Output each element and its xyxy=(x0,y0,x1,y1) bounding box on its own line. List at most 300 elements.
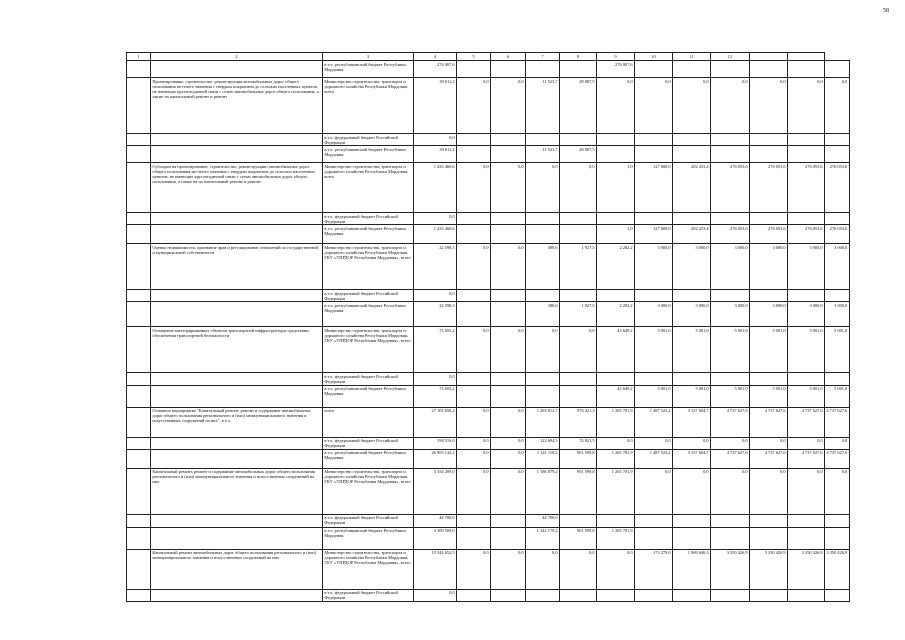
value-cell: 4 737 627,6 xyxy=(788,449,825,468)
value-cell: 3 000,0 xyxy=(673,302,711,327)
value-cell: 0,0 xyxy=(788,437,825,449)
table-row xyxy=(127,385,850,407)
value-cell xyxy=(825,146,850,163)
value-cell: 1 433 460,6 xyxy=(414,225,457,244)
value-cell xyxy=(750,373,788,385)
value-cell xyxy=(788,373,825,385)
value-cell: 276 053,6 xyxy=(711,163,750,213)
value-cell xyxy=(457,373,491,385)
value-cell: 3 000,0 xyxy=(750,302,788,327)
value-cell: 276 053,6 xyxy=(750,225,788,244)
value-cell: 1 265 781,9 xyxy=(597,527,635,549)
value-cell: 276 053,6 xyxy=(825,163,850,213)
column-header: 5 xyxy=(457,53,491,61)
value-cell xyxy=(526,134,560,146)
value-cell: 1 186 879,2 xyxy=(526,468,560,514)
value-cell: 4 737 627,6 xyxy=(788,407,825,437)
index-cell xyxy=(127,244,151,290)
executor-cell: в т.ч. республиканский бюджет Республики Мордовия xyxy=(323,385,414,407)
value-cell: 0,0 xyxy=(597,437,635,449)
executor-cell: в т.ч. республиканский бюджет Республики Мордовия xyxy=(323,146,414,163)
table-row xyxy=(127,163,850,213)
table-row xyxy=(127,61,850,78)
executor-cell: в т.ч. республиканский бюджет Республики Мордовия xyxy=(323,449,414,468)
value-cell xyxy=(491,385,526,407)
measure-name-cell: Оценка недвижимости, признание прав и регулирование отношений по государственной и муниципальной собственности xyxy=(151,244,323,290)
value-cell: 3 354 209,0 xyxy=(414,468,457,514)
value-cell xyxy=(673,61,711,78)
column-header: 2 xyxy=(151,53,323,61)
value-cell: 39 611,2 xyxy=(414,78,457,134)
value-cell: 0,0 xyxy=(491,163,526,213)
value-cell xyxy=(457,213,491,225)
measure-name-cell: Капитальный ремонт автомобильных дорог общего пользования регионального и (или) межмуниципального значения и искусственных сооружений на них xyxy=(151,549,323,589)
column-header: 11 xyxy=(673,53,711,61)
value-cell xyxy=(526,385,560,407)
value-cell: 5 001,0 xyxy=(673,327,711,373)
value-cell: 0,0 xyxy=(414,589,457,601)
value-cell xyxy=(491,373,526,385)
value-cell xyxy=(673,134,711,146)
value-cell: 276 053,6 xyxy=(788,163,825,213)
value-cell xyxy=(457,290,491,302)
value-cell xyxy=(750,61,788,78)
value-cell xyxy=(825,589,850,601)
value-cell xyxy=(635,213,673,225)
value-cell: 11 523,7 xyxy=(526,146,560,163)
value-cell xyxy=(491,290,526,302)
value-cell: 0,0 xyxy=(635,78,673,134)
value-cell: 3 350 426,9 xyxy=(711,549,750,589)
value-cell: 0,0 xyxy=(711,78,750,134)
value-cell: 43 649,2 xyxy=(597,327,635,373)
value-cell: 0,0 xyxy=(491,449,526,468)
value-cell xyxy=(673,514,711,527)
value-cell: 127 000,0 xyxy=(635,225,673,244)
value-cell: 0,0 xyxy=(825,78,850,134)
value-cell: 5 001,0 xyxy=(788,327,825,373)
value-cell: 0,0 xyxy=(750,437,788,449)
column-header: 3 xyxy=(323,53,414,61)
value-cell: 3 000,0 xyxy=(711,244,750,290)
value-cell: 1 265 781,9 xyxy=(597,468,635,514)
value-cell xyxy=(711,213,750,225)
measure-name-cell xyxy=(151,134,323,146)
value-cell xyxy=(750,134,788,146)
value-cell: 3 350 426,9 xyxy=(825,549,850,589)
value-cell: 0,0 xyxy=(825,437,850,449)
value-cell: 11 523,7 xyxy=(526,78,560,134)
measure-name-cell: Проектирование, строительство, реконструкция автомобильных дорог общего пользования местного значения с твердым покрытием до сельских населенных пунктов, не имеющих круглогодичной связи с сетью автомобильных дорог общего пользования, а также их капитальный ремонт и ремонт xyxy=(151,78,323,134)
value-cell: 0,0 xyxy=(560,327,597,373)
executor-cell: в т.ч. республиканский бюджет Республики Мордовия xyxy=(323,225,414,244)
value-cell: 0,0 xyxy=(414,373,457,385)
value-cell xyxy=(457,134,491,146)
value-cell xyxy=(750,527,788,549)
index-cell xyxy=(127,407,151,437)
index-cell xyxy=(127,134,151,146)
value-cell xyxy=(457,527,491,549)
column-header: 7 xyxy=(526,53,560,61)
value-cell: 27 103 658,2 xyxy=(414,407,457,437)
value-cell: 4 737 627,6 xyxy=(825,407,850,437)
index-cell xyxy=(127,302,151,327)
value-cell xyxy=(597,146,635,163)
value-cell: 0,0 xyxy=(414,290,457,302)
index-cell xyxy=(127,589,151,601)
value-cell: 0,0 xyxy=(673,437,711,449)
value-cell: 26 905 142,2 xyxy=(414,449,457,468)
table-row xyxy=(127,225,850,244)
value-cell xyxy=(788,290,825,302)
executor-cell: Министерство строительства, транспорта и дорожного хозяйства Республики Мордовия, всего xyxy=(323,163,414,213)
executor-cell: всего xyxy=(323,407,414,437)
value-cell xyxy=(491,514,526,527)
index-cell xyxy=(127,290,151,302)
value-cell: 1,0 xyxy=(597,163,635,213)
value-cell: 0,0 xyxy=(788,468,825,514)
value-cell: 5 001,0 xyxy=(635,327,673,373)
value-cell xyxy=(597,589,635,601)
value-cell: 73 655,2 xyxy=(414,327,457,373)
value-cell: 0,0 xyxy=(526,549,560,589)
index-cell xyxy=(127,385,151,407)
value-cell: 202 253,4 xyxy=(673,163,711,213)
measure-name-cell: Основное мероприятие "Капитальный ремонт, ремонт и содержание автомобильных дорог общего пользования регионального и (или) межмуниципального значения и искусственных сооружений на них", в т.ч. xyxy=(151,407,323,437)
value-cell: 0,0 xyxy=(457,549,491,589)
value-cell xyxy=(711,527,750,549)
value-cell: 0,0 xyxy=(825,468,850,514)
value-cell xyxy=(491,213,526,225)
value-cell xyxy=(825,213,850,225)
value-cell: 28 087,5 xyxy=(560,78,597,134)
value-cell xyxy=(560,373,597,385)
value-cell: 4 737 627,6 xyxy=(825,449,850,468)
value-cell: 0,0 xyxy=(457,327,491,373)
value-cell: 0,0 xyxy=(414,134,457,146)
value-cell: 0,0 xyxy=(750,468,788,514)
value-cell: 173 279,0 xyxy=(635,549,673,589)
value-cell: 0,0 xyxy=(491,407,526,437)
value-cell: 0,0 xyxy=(414,213,457,225)
value-cell: 0,0 xyxy=(491,78,526,134)
value-cell: 4 737 627,6 xyxy=(711,449,750,468)
measure-name-cell xyxy=(151,373,323,385)
value-cell xyxy=(526,61,560,78)
value-cell xyxy=(491,146,526,163)
table-row xyxy=(127,134,850,146)
value-cell: 901 599,8 xyxy=(560,527,597,549)
value-cell: 5 001,0 xyxy=(825,327,850,373)
value-cell xyxy=(560,589,597,601)
value-cell xyxy=(711,146,750,163)
value-cell: 388,6 xyxy=(526,244,560,290)
value-cell xyxy=(560,225,597,244)
value-cell: 976 421,3 xyxy=(560,407,597,437)
value-cell xyxy=(711,373,750,385)
value-cell: 22 598,3 xyxy=(414,302,457,327)
value-cell: 3 137 604,7 xyxy=(673,449,711,468)
index-cell xyxy=(127,213,151,225)
value-cell: 0,0 xyxy=(711,437,750,449)
column-header: 9 xyxy=(597,53,635,61)
value-cell: 0,0 xyxy=(526,163,560,213)
value-cell xyxy=(825,290,850,302)
value-cell xyxy=(457,146,491,163)
index-cell xyxy=(127,163,151,213)
value-cell xyxy=(711,134,750,146)
value-cell: 0,0 xyxy=(635,437,673,449)
value-cell xyxy=(635,290,673,302)
value-cell: 901 599,8 xyxy=(560,449,597,468)
value-cell: 0,0 xyxy=(457,163,491,213)
value-cell xyxy=(526,373,560,385)
value-cell xyxy=(457,302,491,327)
executor-cell: Министерство строительства, транспорта и дорожного хозяйства Республики Мордовия, ГКУ «УПРДОР Республики Мордовия», всего xyxy=(323,244,414,290)
value-cell: 2 282,2 xyxy=(597,302,635,327)
value-cell xyxy=(825,61,850,78)
value-cell: 0,0 xyxy=(560,163,597,213)
value-cell: 0,0 xyxy=(491,437,526,449)
value-cell: 276 907,6 xyxy=(597,61,635,78)
value-cell: 276 907,6 xyxy=(414,61,457,78)
column-header xyxy=(750,53,788,61)
index-cell xyxy=(127,373,151,385)
value-cell xyxy=(526,290,560,302)
table-row xyxy=(127,327,850,373)
value-cell: 0,0 xyxy=(457,78,491,134)
value-cell xyxy=(750,290,788,302)
value-cell xyxy=(457,61,491,78)
value-cell xyxy=(560,514,597,527)
value-cell: 5 001,0 xyxy=(788,385,825,407)
value-cell: 1 927,5 xyxy=(560,302,597,327)
value-cell xyxy=(560,385,597,407)
value-cell: 1 142 179,2 xyxy=(526,527,560,549)
value-cell xyxy=(673,373,711,385)
value-cell xyxy=(597,373,635,385)
executor-cell: Министерство строительства, транспорта и дорожного хозяйства Республики Мордовия, ГКУ «УПРДОР Республики Мордовия», всего xyxy=(323,327,414,373)
column-header-row xyxy=(127,53,850,61)
value-cell: 5 001,0 xyxy=(750,385,788,407)
value-cell: 73 655,2 xyxy=(414,385,457,407)
value-cell xyxy=(457,385,491,407)
value-cell xyxy=(526,225,560,244)
table-row xyxy=(127,407,850,437)
table-row xyxy=(127,468,850,514)
value-cell: 0,0 xyxy=(457,449,491,468)
value-cell xyxy=(825,514,850,527)
value-cell: 1 927,5 xyxy=(560,244,597,290)
value-cell: 3 350 426,9 xyxy=(788,549,825,589)
value-cell: 127 000,0 xyxy=(635,163,673,213)
value-cell xyxy=(635,61,673,78)
value-cell xyxy=(491,61,526,78)
value-cell: 5 001,0 xyxy=(711,385,750,407)
value-cell: 1 433 460,6 xyxy=(414,163,457,213)
value-cell: 1 487 523,2 xyxy=(635,449,673,468)
value-cell xyxy=(560,134,597,146)
executor-cell: Министерство строительства, транспорта и дорожного хозяйства Республики Мордовия, всего xyxy=(323,78,414,134)
value-cell: 74 821,5 xyxy=(560,437,597,449)
table-body xyxy=(127,53,850,602)
measure-name-cell: Субсидии на проектирование, строительство, реконструкцию автомобильных дорог общего пользования местного значения с твердым покрытием до сельских населенных пунктов, не имеющих круглогодичной связи с сетью автомобильных дорог общего пользования, а также на их капитальный ремонт и ремонт xyxy=(151,163,323,213)
table-row xyxy=(127,373,850,385)
value-cell xyxy=(788,61,825,78)
value-cell: 1,0 xyxy=(597,225,635,244)
value-cell: 3 000,0 xyxy=(825,244,850,290)
table-row xyxy=(127,78,850,134)
value-cell xyxy=(635,146,673,163)
value-cell xyxy=(491,302,526,327)
value-cell: 276 053,6 xyxy=(750,163,788,213)
value-cell xyxy=(597,213,635,225)
measure-name-cell: Капитальный ремонт, ремонт и содержание автомобильных дорог общего пользования регионального и (или) межмуниципального значения и искусственных сооружений на них xyxy=(151,468,323,514)
value-cell: 15 544 652,5 xyxy=(414,549,457,589)
value-cell: 388,6 xyxy=(526,302,560,327)
column-header: 12 xyxy=(711,53,750,61)
index-cell xyxy=(127,549,151,589)
table-row xyxy=(127,514,850,527)
executor-cell: в т.ч. федеральный бюджет Российской Федерации xyxy=(323,290,414,302)
value-cell: 901 599,8 xyxy=(560,468,597,514)
value-cell: 5 001,0 xyxy=(750,327,788,373)
value-cell: 1 487 523,2 xyxy=(635,407,673,437)
value-cell xyxy=(560,290,597,302)
value-cell xyxy=(788,589,825,601)
value-cell xyxy=(788,134,825,146)
executor-cell: Министерство строительства, транспорта и дорожного хозяйства Республики Мордовия, ГКУ «УПРДОР Республики Мордовия», всего xyxy=(323,549,414,589)
value-cell: 0,0 xyxy=(635,468,673,514)
value-cell: 22 598,3 xyxy=(414,244,457,290)
index-cell xyxy=(127,78,151,134)
index-cell xyxy=(127,468,151,514)
value-cell xyxy=(635,373,673,385)
value-cell: 3 000,0 xyxy=(750,244,788,290)
table-row xyxy=(127,146,850,163)
value-cell xyxy=(711,61,750,78)
value-cell: 5 001,0 xyxy=(635,385,673,407)
table-row xyxy=(127,290,850,302)
measure-name-cell xyxy=(151,514,323,527)
value-cell: 1 265 781,9 xyxy=(597,407,635,437)
column-header: 8 xyxy=(560,53,597,61)
value-cell xyxy=(673,213,711,225)
index-cell xyxy=(127,527,151,549)
value-cell: 39 611,2 xyxy=(414,146,457,163)
value-cell: 1 265 781,9 xyxy=(597,449,635,468)
value-cell: 5 001,0 xyxy=(825,385,850,407)
value-cell xyxy=(597,290,635,302)
value-cell: 0,0 xyxy=(457,407,491,437)
value-cell xyxy=(711,290,750,302)
value-cell: 2 282,2 xyxy=(597,244,635,290)
table-row xyxy=(127,213,850,225)
value-cell: 5 001,0 xyxy=(673,385,711,407)
value-cell xyxy=(825,134,850,146)
measure-name-cell xyxy=(151,385,323,407)
index-cell xyxy=(127,449,151,468)
table-row xyxy=(127,437,850,449)
value-cell: 0,0 xyxy=(597,549,635,589)
measure-name-cell: Оснащение категорированных объектов транспортной инфраструктуры средствами обеспечения транспортной безопасности xyxy=(151,327,323,373)
page-number: 58 xyxy=(883,8,889,14)
value-cell: 276 053,6 xyxy=(788,225,825,244)
measure-name-cell xyxy=(151,213,323,225)
value-cell xyxy=(457,225,491,244)
value-cell: 4 737 627,6 xyxy=(750,449,788,468)
value-cell xyxy=(673,146,711,163)
column-header: 4 xyxy=(414,53,457,61)
value-cell xyxy=(673,527,711,549)
value-cell: 3 309 509,0 xyxy=(414,527,457,549)
budget-table xyxy=(126,52,850,602)
executor-cell: в т.ч. республиканский бюджет Республики Мордовия xyxy=(323,527,414,549)
index-cell xyxy=(127,225,151,244)
value-cell xyxy=(825,373,850,385)
value-cell: 0,0 xyxy=(526,327,560,373)
value-cell xyxy=(788,213,825,225)
measure-name-cell xyxy=(151,589,323,601)
value-cell xyxy=(788,146,825,163)
column-header xyxy=(788,53,825,61)
measure-name-cell xyxy=(151,437,323,449)
value-cell xyxy=(635,589,673,601)
value-cell: 4 737 627,6 xyxy=(750,407,788,437)
value-cell: 44 700,0 xyxy=(414,514,457,527)
value-cell: 3 000,0 xyxy=(635,302,673,327)
value-cell xyxy=(635,514,673,527)
value-cell: 3 000,0 xyxy=(635,244,673,290)
measure-name-cell xyxy=(151,302,323,327)
value-cell xyxy=(673,589,711,601)
value-cell xyxy=(491,527,526,549)
measure-name-cell xyxy=(151,225,323,244)
value-cell: 0,0 xyxy=(750,78,788,134)
value-cell: 0,0 xyxy=(491,244,526,290)
value-cell: 3 350 426,9 xyxy=(750,549,788,589)
value-cell: 0,0 xyxy=(491,327,526,373)
value-cell: 122 694,5 xyxy=(526,437,560,449)
value-cell xyxy=(750,589,788,601)
measure-name-cell xyxy=(151,290,323,302)
value-cell: 0,0 xyxy=(560,549,597,589)
value-cell xyxy=(635,134,673,146)
value-cell: 202 253,4 xyxy=(673,225,711,244)
executor-cell: в т.ч. республиканский бюджет Республики Мордовия xyxy=(323,61,414,78)
table-row xyxy=(127,527,850,549)
value-cell: 3 000,0 xyxy=(673,244,711,290)
value-cell xyxy=(673,290,711,302)
value-cell: 43 649,2 xyxy=(597,385,635,407)
value-cell: 276 053,6 xyxy=(825,225,850,244)
value-cell xyxy=(597,134,635,146)
index-cell xyxy=(127,146,151,163)
column-header: 6 xyxy=(491,53,526,61)
table-row xyxy=(127,589,850,601)
value-cell xyxy=(825,527,850,549)
value-cell: 0,0 xyxy=(597,78,635,134)
table-row xyxy=(127,244,850,290)
value-cell xyxy=(560,61,597,78)
table-row xyxy=(127,302,850,327)
value-cell xyxy=(788,527,825,549)
value-cell xyxy=(750,146,788,163)
measure-name-cell xyxy=(151,61,323,78)
column-header: 1 xyxy=(127,53,151,61)
value-cell: 1 263 812,7 xyxy=(526,407,560,437)
executor-cell: Министерство строительства, транспорта и дорожного хозяйства Республики Мордовия, ГКУ «УПРДОР Республики Мордовия», всего xyxy=(323,468,414,514)
